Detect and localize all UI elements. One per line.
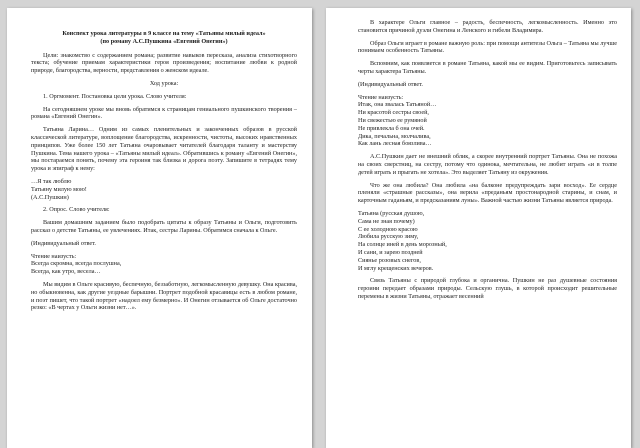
verse-line: Как лань лесная боязлива… xyxy=(358,140,432,148)
verse-line: Всегда, как утро, весела… xyxy=(31,268,101,276)
epigraph xyxy=(31,178,297,201)
verse-line: Сама не зная почему) xyxy=(358,217,415,225)
individual-answer-note: (Индивидуальный ответ. xyxy=(31,239,96,247)
left-page-content xyxy=(31,30,297,317)
verse-line: И мглу крещенских вечеров. xyxy=(358,264,434,272)
right-page-content xyxy=(358,19,617,306)
step1-paragraph-1: На сегодняшнем уроке мы вновь обратимся к страницам гениального пушкинского творения – романа «Евгений Онегин». xyxy=(31,105,297,121)
tatiana-verse-2 xyxy=(358,210,617,272)
verse-line: На солнце иней в день морозный, xyxy=(358,241,447,249)
reading-label: Чтение наизусть: xyxy=(358,93,404,101)
verse-line: Ни красотой сестры своей, xyxy=(358,109,429,117)
lesson-heading: Ход урока: xyxy=(149,79,179,87)
verse-line: Дика, печальна, молчалива, xyxy=(358,132,431,140)
document-title xyxy=(31,30,297,46)
step2-paragraph: Вашим домашним заданием было подобрать цитаты к образу Татьяны и Ольги, подготовить рассказ о детстве Татьяны, ее увлечениях. Итак, сестры Ларины. Обратимся сначала к Ольге. xyxy=(31,219,297,234)
right-document-page xyxy=(326,8,631,448)
verse-line: Ни свежестью ее румяной xyxy=(358,116,427,124)
epigraph-line: Татьяну милую мою! xyxy=(31,185,87,193)
title-line-1: Конспект урока литературы в 9 классе на тему «Татьяны милый идеал» xyxy=(62,30,266,37)
inner-portrait-paragraph: А.С.Пушкин дает не внешний облик, а скорее внутренний портрет Татьяны. Она не похожа на своих сверстниц, на сестру, потому что одинока, мечтательна, не любит играть «и в толпе детей играть и прыгать не хотела». Это выделяет Татьяну из окружения. xyxy=(358,153,617,176)
olga-character-paragraph: В характере Ольги главное – радость, беспечность, легкомысленность. Именно это становится причиной дуэли Онегина и Ленского и гибели Владимира. xyxy=(358,19,617,34)
olga-verse xyxy=(31,253,297,276)
step1-title: 1. Оргмомент. Постановка цели урока. Слово учителя: xyxy=(43,92,187,100)
verse-line: Не привлекла б она очей. xyxy=(358,124,425,132)
step2-title: 2. Опрос. Слово учителя: xyxy=(43,206,110,214)
epigraph-author: (А.С.Пушкин) xyxy=(31,193,69,201)
tatiana-intro-paragraph: Вспомним, как появляется в романе Татьяна, какой мы ее видим. Приготовьтесь записывать черты характера Татьяны. xyxy=(358,60,617,75)
reading-label: Чтение наизусть: xyxy=(31,252,77,260)
verse-line: Любила русскую зиму, xyxy=(358,233,419,241)
lesson-goals: Цели: знакомство с содержанием романа; развитие навыков пересказа, анализа стихотворного текста; обучение приемам характеристики героя произведения; воспитание любви к родной природе, благородства, верности, представления о женском идеале. xyxy=(31,51,297,75)
left-document-page xyxy=(7,8,312,448)
verse-line: Сиянье розовых снегов, xyxy=(358,256,421,264)
title-line-2: (по роману А.С.Пушкина «Евгений Онегин») xyxy=(100,37,228,45)
verse-line: И сани, и зарею поздней xyxy=(358,248,423,256)
epigraph-line: …Я так люблю xyxy=(31,177,72,185)
what-she-loved-paragraph: Что же она любила? Она любила «на балконе предупреждать зари восход». Ее сердце пленяли «страшные рассказы», она верила «преданьям простонародной старины, и снам, и карточным гаданьям, и предсказаниям луны». Важной частью жизни Татьяны является природа. xyxy=(358,181,617,205)
tatiana-verse-1 xyxy=(358,94,617,149)
nature-connection-paragraph: Связь Татьяны с природой глубока и органична. Пушкин не раз душевные состояния героини передает образами природы. Сельскую глушь, в которой происходит решительные перемены в жизни Татьяны, отражает весенний xyxy=(358,277,617,300)
verse-line: Всегда скромна, всегда послушна, xyxy=(31,260,122,268)
verse-line: Татьяна (русская душою, xyxy=(358,209,425,217)
step1-paragraph-2: Татьяна Ларина… Одним из самых пленительных и законченных образов в русской классической литературе, воплощение благородства, искренности, чистоты, высоких нравственных принципов. Уже более 150 лет Татьяна очаровывает читателей благодаря таланту и мастерству Пушкина. Тема нашего урока – «Татьяны милый идеал». Обратившись к роману «Евгений Онегин», мы постараемся понять, почему эта героиня так близка и дорога поэту. Запишите в тетрадях тему урока и эпиграф к нему: xyxy=(31,126,297,173)
verse-line: С ее холодною красою xyxy=(358,225,418,233)
verse-line: Итак, она звалась Татьяной… xyxy=(358,101,437,109)
antithesis-paragraph: Образ Ольги играет в романе важную роль: при помощи антитезы Ольга – Татьяна мы лучше понимаем особенность Татьяны. xyxy=(358,39,617,55)
olga-description-paragraph: Мы видим в Ольге красивую, беспечную, беззаботную, легкомысленную девушку. Она красива, но обыкновенна, как другие уездные барышни. Портрет подобной красавицы есть в любом романе, и поэт пишет, что такой портрет «надоел ему безмерно». И Онегин отзывается об Ольге достаточно резко: «В чертах у Ольги жизни нет…». xyxy=(31,280,297,312)
individual-answer-note: (Индивидуальный ответ. xyxy=(358,80,423,88)
